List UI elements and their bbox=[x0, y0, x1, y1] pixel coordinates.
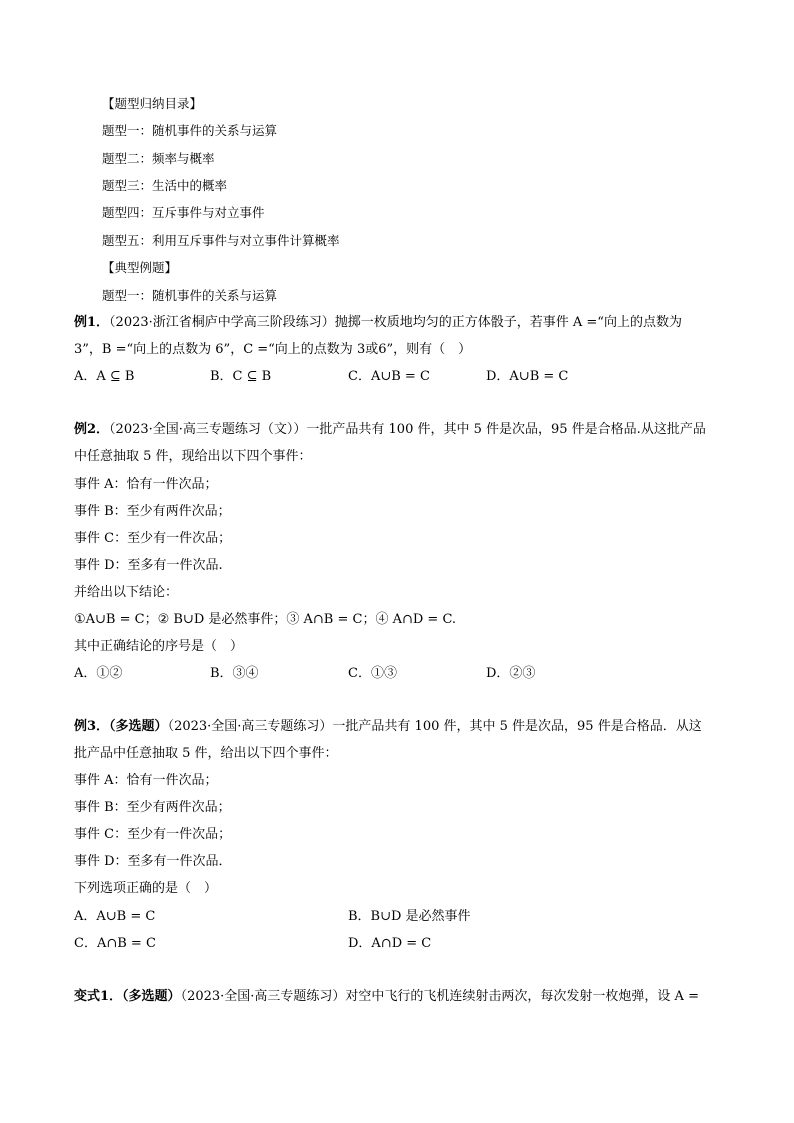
variant-1-line-1 bbox=[74, 987, 699, 1007]
example-2-event-a: 事件 A：恰有一件次品； bbox=[74, 477, 218, 492]
example-3-event-a: 事件 A：恰有一件次品； bbox=[74, 773, 218, 788]
example-3-event-d: 事件 D：至多有一件次品． bbox=[74, 854, 232, 869]
example-2-line-1 bbox=[74, 420, 706, 440]
example-3-option-c: C．A∩B = C bbox=[74, 936, 156, 951]
example-2-label: 例2． bbox=[74, 422, 110, 437]
example-1-option-b: B．C ⊆ B bbox=[210, 369, 272, 384]
example-1-option-c: C．A∪B = C bbox=[348, 369, 430, 384]
example-1-label: 例1． bbox=[74, 315, 110, 330]
example-3-option-a: A．A∪B = C bbox=[74, 909, 156, 924]
example-3-event-c: 事件 C：至少有一件次品； bbox=[74, 827, 232, 842]
example-1-option-a: A．A ⊆ B bbox=[74, 369, 135, 384]
toc-item-4: 题型四：互斥事件与对立事件 bbox=[102, 205, 265, 220]
example-3-text-1: （2023·全国·高三专题练习）一批产品共有 100 件，其中 5 件是次品，95 件是合格品．从这 bbox=[167, 719, 702, 734]
toc-item-2: 题型二：频率与概率 bbox=[102, 151, 215, 166]
example-3-question: 下列选项正确的是（ ） bbox=[74, 881, 218, 896]
example-2-line-2: 中任意抽取 5 件，现给出以下四个事件： bbox=[74, 449, 312, 464]
section-title: 题型一：随机事件的关系与运算 bbox=[102, 288, 278, 303]
example-2-option-d: D．②③ bbox=[486, 666, 536, 681]
example-2-event-c: 事件 C：至少有一件次品； bbox=[74, 531, 232, 546]
example-1-text-1: （2023·浙江省桐庐中学高三阶段练习）抛掷一枚质地均匀的正方体骰子，若事件 A =“向上的点数为 bbox=[109, 315, 682, 330]
example-2-option-a: A．①② bbox=[74, 666, 123, 681]
example-1-line-1 bbox=[74, 313, 682, 333]
variant-1-tag: （多选题） bbox=[122, 989, 181, 1004]
example-3-line-2: 批产品中任意抽取 5 件，给出以下四个事件： bbox=[74, 746, 338, 761]
example-2-conclusion-intro: 并给出以下结论： bbox=[74, 585, 179, 600]
example-2-text-1: （2023·全国·高三专题练习（文））一批产品共有 100 件，其中 5 件是次品，95 件是合格品.从这批产品 bbox=[109, 422, 706, 437]
example-2-question: 其中正确结论的序号是（ ） bbox=[74, 639, 244, 654]
examples-heading: 【典型例题】 bbox=[102, 260, 178, 275]
example-1-line-2: 3”，B =“向上的点数为 6”，C =“向上的点数为 3或6”，则有（ ） bbox=[74, 342, 472, 357]
toc-item-5: 题型五：利用互斥事件与对立事件计算概率 bbox=[102, 233, 340, 248]
example-3-line-1 bbox=[74, 717, 702, 737]
example-2-option-b: B．③④ bbox=[210, 666, 259, 681]
toc-item-3: 题型三：生活中的概率 bbox=[102, 178, 228, 193]
variant-1-label: 变式1． bbox=[74, 989, 123, 1004]
example-2-option-c: C．①③ bbox=[348, 666, 397, 681]
example-2-event-b: 事件 B：至少有两件次品； bbox=[74, 504, 231, 519]
example-3-option-d: D．A∩D = C bbox=[348, 936, 432, 951]
example-3-label: 例3． bbox=[74, 719, 110, 734]
example-3-option-b: B．B∪D 是必然事件 bbox=[348, 909, 471, 924]
toc-heading: 【题型归纳目录】 bbox=[102, 96, 203, 111]
example-1-option-d: D．A∪B = C bbox=[486, 369, 569, 384]
example-3-event-b: 事件 B：至少有两件次品； bbox=[74, 800, 231, 815]
variant-1-text-1: （2023·全国·高三专题练习）对空中飞行的飞机连续射击两次，每次发射一枚炮弹，设 A = bbox=[180, 989, 699, 1004]
example-2-conclusions: ①A∪B = C；② B∪D 是必然事件；③ A∩B = C；④ A∩D = C. bbox=[74, 612, 457, 627]
toc-item-1: 题型一：随机事件的关系与运算 bbox=[102, 123, 278, 138]
example-2-event-d: 事件 D：至多有一件次品. bbox=[74, 558, 223, 573]
example-3-tag: （多选题） bbox=[109, 719, 168, 734]
